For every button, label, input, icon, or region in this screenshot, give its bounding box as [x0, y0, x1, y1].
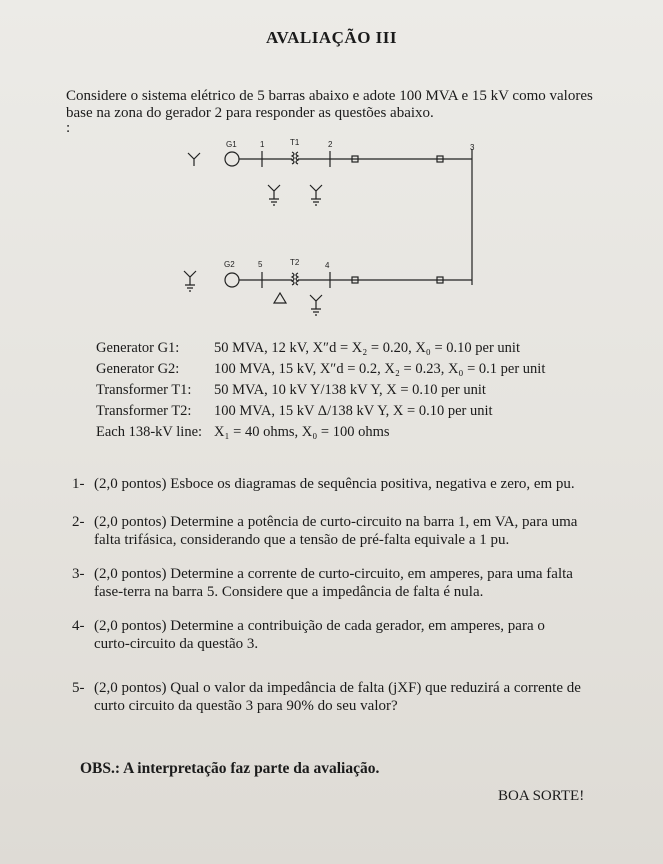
- t1-coil: [292, 152, 298, 164]
- intro-text: Considere o sistema elétrico de 5 barras abaixo e adote 100 MVA e 15 kV como valores base na zona do gerador 2 para responder as questões abaixo.: [66, 88, 593, 121]
- question-number: 5-: [72, 680, 85, 696]
- question-text: (2,0 pontos) Qual o valor da impedância de falta (jXF) que reduzirá a corrente de: [94, 680, 581, 696]
- question-number: 3-: [72, 566, 85, 582]
- question-text-cont: falta trifásica, considerando que a tensão de pré-falta equivale a 1 pu.: [94, 531, 510, 548]
- question-1: [72, 476, 597, 494]
- question-text: (2,0 pontos) Determine a corrente de curto-circuito, em amperes, para uma falta: [94, 566, 573, 582]
- page-title: AVALIAÇÃO III: [265, 28, 398, 47]
- question-number: 1-: [72, 476, 85, 492]
- data-label: Each 138-kV line:: [96, 424, 203, 440]
- g1-label: G1: [226, 140, 237, 149]
- g1-circle: [225, 152, 239, 166]
- obs-note: OBS.: A interpretação faz parte da avaliação.: [80, 760, 380, 777]
- generator-g1-line: [96, 340, 520, 357]
- transformer-t2-line: [96, 403, 493, 420]
- t1-label: T1: [290, 138, 300, 147]
- data-label: Transformer T1:: [96, 382, 192, 398]
- data-value: 100 MVA, 15 kV Δ/138 kV Y, X = 0.10 per unit: [214, 403, 493, 419]
- ground-wye-icon: [268, 185, 280, 205]
- question-3: [72, 566, 597, 601]
- bus5-label: 5: [258, 260, 263, 269]
- data-value: 50 MVA, 12 kV, X″d = X₂ = 0.20, X₀ = 0.10 per unit: [214, 340, 520, 356]
- question-text-cont: fase-terra na barra 5. Considere que a impedância de falta é nula.: [94, 583, 484, 600]
- data-label: Generator G2:: [96, 361, 180, 377]
- data-value: X₁ = 40 ohms, X₀ = 100 ohms: [214, 424, 390, 440]
- bus3-label: 3: [470, 143, 475, 152]
- question-text: (2,0 pontos) Esboce os diagramas de sequência positiva, negativa e zero, em pu.: [94, 476, 575, 492]
- question-4: [72, 618, 597, 653]
- bus4-label: 4: [325, 261, 330, 270]
- t2-label: T2: [290, 258, 300, 267]
- question-2: [72, 514, 597, 549]
- one-line-diagram: [180, 135, 490, 320]
- data-value: 50 MVA, 10 kV Y/138 kV Y, X = 0.10 per unit: [214, 382, 486, 398]
- ground-wye-icon: [310, 295, 322, 315]
- ground-wye-icon: [310, 185, 322, 205]
- g1-wye-symbol: [188, 153, 200, 166]
- question-number: 2-: [72, 514, 85, 530]
- question-5: [72, 680, 597, 715]
- delta-icon: [274, 293, 286, 303]
- data-label: Generator G1:: [96, 340, 180, 356]
- line-data-line: [96, 424, 390, 441]
- t2-coil: [292, 273, 298, 285]
- ground-wye-icon: [184, 271, 196, 291]
- bus1-label: 1: [260, 140, 265, 149]
- bottom-branch: [184, 271, 472, 315]
- intro-colon: :: [66, 120, 71, 136]
- g2-label: G2: [224, 260, 235, 269]
- question-text-cont: curto-circuito da questão 3.: [94, 635, 259, 652]
- transformer-t1-line: [96, 382, 486, 399]
- question-number: 4-: [72, 618, 85, 634]
- question-text: (2,0 pontos) Determine a potência de curto-circuito na barra 1, em VA, para uma: [94, 514, 578, 530]
- data-label: Transformer T2:: [96, 403, 192, 419]
- bus2-label: 2: [328, 140, 333, 149]
- data-value: 100 MVA, 15 kV, X″d = 0.2, X₂ = 0.23, X₀ = 0.1 per unit: [214, 361, 546, 377]
- closing-text: BOA SORTE!: [498, 788, 585, 804]
- g2-circle: [225, 273, 239, 287]
- question-text: (2,0 pontos) Determine a contribuição de cada gerador, em amperes, para o: [94, 618, 545, 634]
- generator-g2-line: [96, 361, 545, 378]
- question-text-cont: curto circuito da questão 3 para 90% do seu valor?: [94, 697, 398, 714]
